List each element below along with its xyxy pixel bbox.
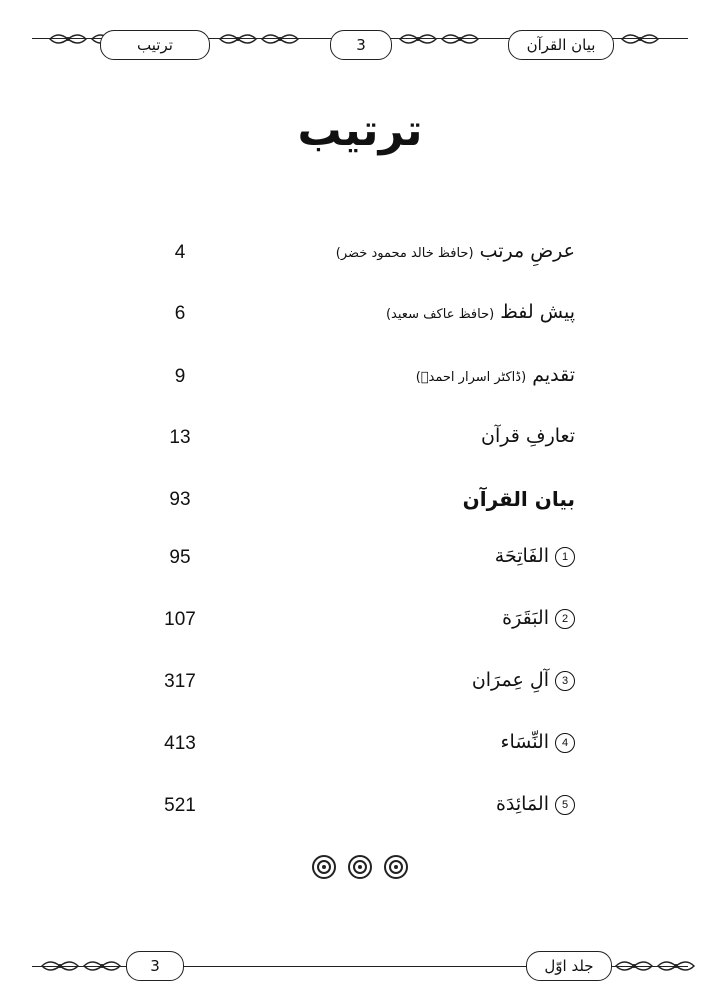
toc-label: پیش لفظ (حافظ عاکف سعید) [385, 301, 575, 323]
toc-page: 317 [164, 671, 196, 692]
toc-label: 1الفَاتِحَة [495, 545, 575, 567]
surah-number-badge: 2 [555, 609, 575, 629]
toc-page: 4 [174, 242, 186, 263]
flower-icon [311, 854, 337, 880]
toc-label: عرضِ مرتب (حافظ خالد محمود خضر) [335, 240, 575, 262]
header-section-title: ترتیب [100, 30, 210, 60]
toc-page: 6 [174, 303, 186, 324]
toc-label: تعارفِ قرآن [481, 425, 575, 447]
toc-page: 95 [169, 547, 191, 568]
toc-page: 413 [164, 733, 196, 754]
page-title: ترتیب [297, 105, 423, 156]
toc-page: 93 [169, 489, 191, 510]
header-book-title: بیان القرآن [508, 30, 614, 60]
toc-label: بیان القرآن [462, 487, 575, 511]
toc-page: 9 [174, 366, 186, 387]
header-ornament-mid-right [398, 31, 480, 47]
floral-ornament-icon [40, 958, 80, 974]
footer-volume-label: جلد اوّل [526, 951, 612, 981]
toc-row[interactable] [145, 603, 575, 643]
toc-row[interactable] [145, 421, 575, 461]
floral-ornament-icon [398, 31, 438, 47]
toc-row[interactable] [145, 297, 575, 337]
toc-row[interactable] [145, 483, 575, 523]
toc-label: 2البَقَرَة [502, 607, 575, 629]
surah-number-badge: 5 [555, 795, 575, 815]
floral-ornament-icon [656, 958, 696, 974]
toc-row[interactable] [145, 789, 575, 829]
flower-icon [383, 854, 409, 880]
toc-page: 521 [164, 795, 196, 816]
footer-ornament-right [614, 958, 696, 974]
toc-row[interactable] [145, 360, 575, 400]
toc-row[interactable] [145, 665, 575, 705]
toc-label: 3آلِ عِمرَان [472, 669, 575, 691]
surah-number-badge: 1 [555, 547, 575, 567]
footer-ornament-left [40, 958, 122, 974]
header-ornament-right [620, 31, 660, 47]
section-end-ornament [0, 854, 720, 880]
surah-number-badge: 3 [555, 671, 575, 691]
floral-ornament-icon [614, 958, 654, 974]
floral-ornament-icon [218, 31, 258, 47]
header-ornament-mid-left [218, 31, 300, 47]
surah-number-badge: 4 [555, 733, 575, 753]
floral-ornament-icon [82, 958, 122, 974]
toc-row[interactable] [145, 541, 575, 581]
flower-icon [347, 854, 373, 880]
toc-page: 13 [169, 427, 191, 448]
toc-label: 4النِّسَاء [501, 731, 575, 753]
floral-ornament-icon [48, 31, 88, 47]
header-page-number: 3 [330, 30, 392, 60]
toc-row[interactable] [145, 727, 575, 767]
toc-row[interactable] [145, 236, 575, 276]
toc-label: 5المَائِدَة [496, 793, 575, 815]
toc-label: تقدیم (ڈاکٹر اسرار احمدؒ) [415, 364, 575, 386]
floral-ornament-icon [260, 31, 300, 47]
footer-page-number: 3 [126, 951, 184, 981]
floral-ornament-icon [440, 31, 480, 47]
toc-page: 107 [164, 609, 196, 630]
floral-ornament-icon [620, 31, 660, 47]
